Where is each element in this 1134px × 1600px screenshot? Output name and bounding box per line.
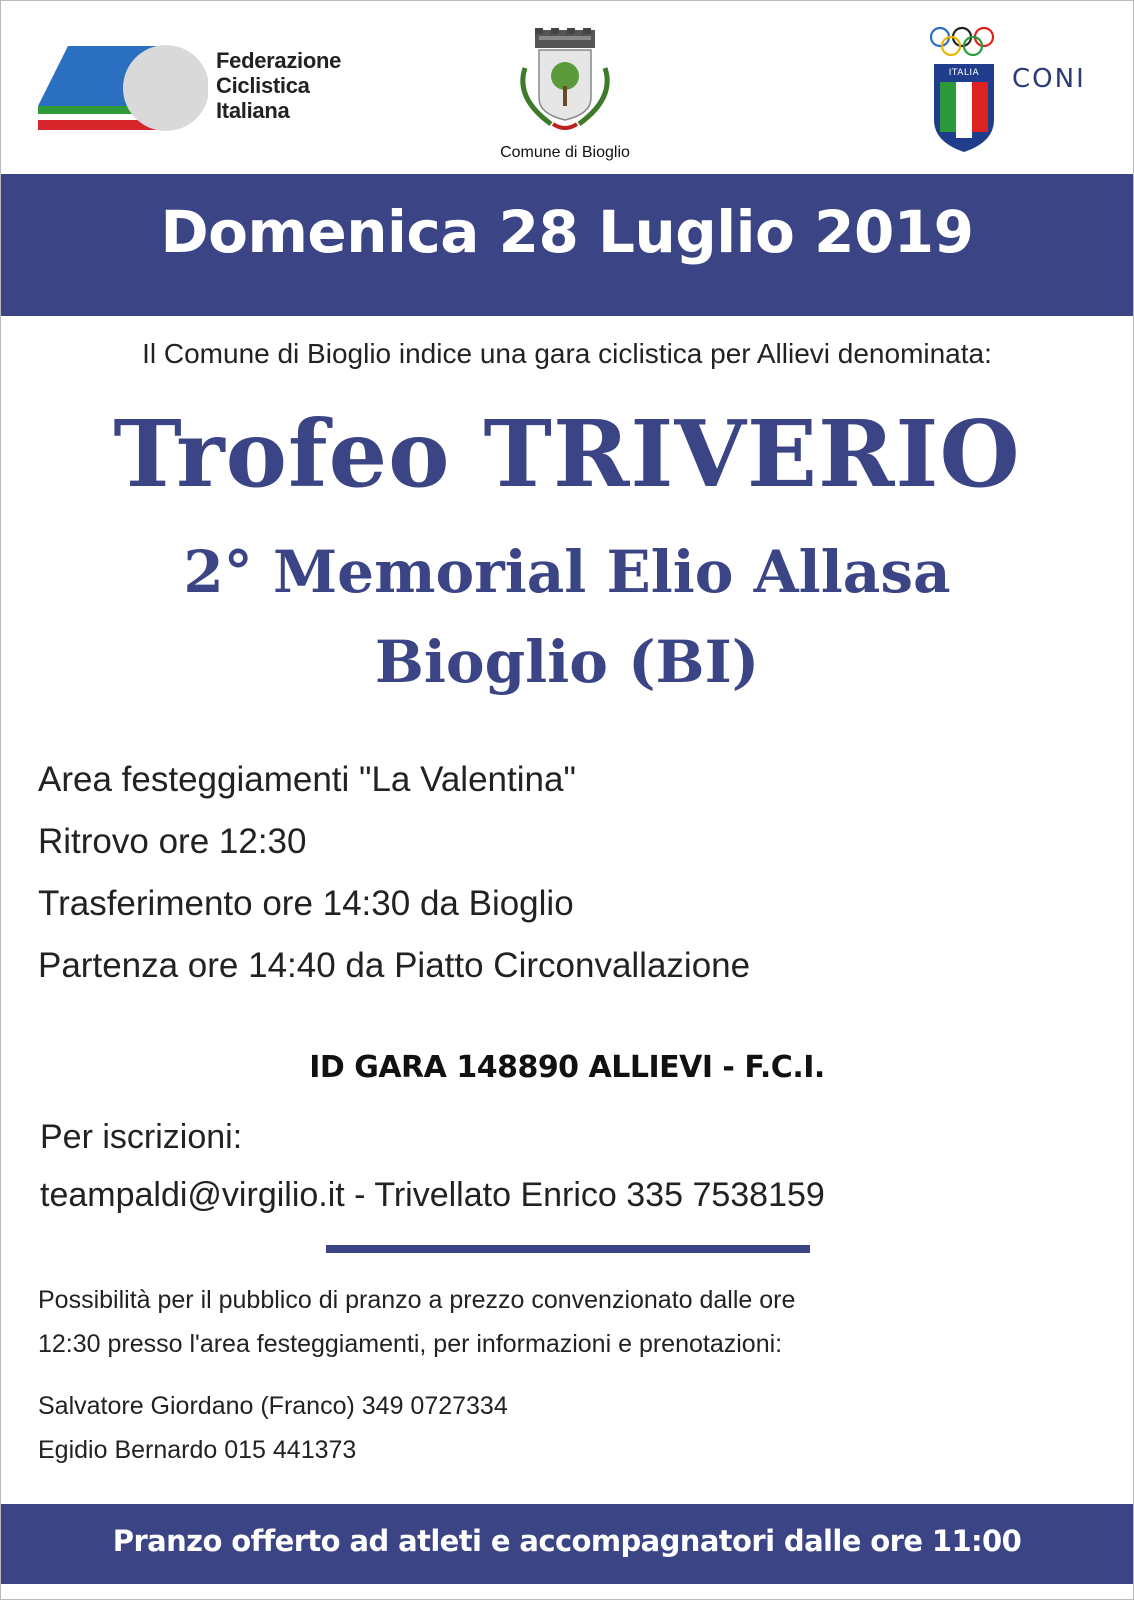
event-subtitle: 2° Memorial Elio Allasa bbox=[183, 538, 951, 606]
fci-line2: Ciclistica bbox=[216, 73, 310, 98]
pranzo-contact2: Egidio Bernardo 015 441373 bbox=[38, 1436, 357, 1464]
lunch-banner-text: Pranzo offerto ad atleti e accompagnatori dalle ore 11:00 bbox=[112, 1524, 1022, 1558]
intro-text: Il Comune di Bioglio indice una gara ciclistica per Allievi denominata: bbox=[142, 338, 992, 369]
comune-logo bbox=[455, 28, 675, 168]
fci-name bbox=[216, 48, 341, 123]
pranzo-line1: Possibilità per il pubblico di pranzo a prezzo convenzionato dalle ore bbox=[38, 1286, 796, 1314]
race-id: ID GARA 148890 ALLIEVI - F.C.I. bbox=[309, 1050, 825, 1085]
olympic-rings-icon bbox=[928, 26, 1008, 56]
coni-logo bbox=[924, 26, 1104, 156]
pranzo-line2: 12:30 presso l'area festeggiamenti, per informazioni e prenotazioni: bbox=[38, 1330, 783, 1358]
event-title: Trofeo TRIVERIO bbox=[113, 400, 1021, 508]
fci-line1: Federazione bbox=[216, 48, 342, 73]
pranzo-contact1: Salvatore Giordano (Franco) 349 0727334 bbox=[38, 1392, 508, 1420]
bioglio-coat-of-arms-icon bbox=[455, 28, 675, 140]
fci-line3: Italiana bbox=[216, 98, 290, 123]
detail-ritrovo: Ritrovo ore 12:30 bbox=[38, 822, 307, 861]
iscrizioni-contact: teampaldi@virgilio.it - Trivellato Enrico 335 7538159 bbox=[40, 1176, 825, 1214]
date-banner bbox=[0, 174, 1134, 316]
event-date: Domenica 28 Luglio 2019 bbox=[160, 198, 974, 266]
lunch-banner bbox=[0, 1504, 1134, 1584]
coni-name: CONI bbox=[1012, 64, 1086, 94]
detail-trasferimento: Trasferimento ore 14:30 da Bioglio bbox=[38, 884, 574, 923]
comune-label: Comune di Bioglio bbox=[500, 144, 630, 161]
detail-partenza: Partenza ore 14:40 da Piatto Circonvallazione bbox=[38, 946, 751, 985]
iscrizioni-label: Per iscrizioni: bbox=[40, 1118, 243, 1156]
coni-badge: ITALIA bbox=[948, 68, 980, 78]
fci-logo-icon bbox=[38, 44, 208, 134]
section-divider bbox=[326, 1245, 810, 1253]
fci-logo bbox=[38, 44, 342, 134]
event-location: Bioglio (BI) bbox=[374, 628, 760, 696]
detail-venue: Area festeggiamenti "La Valentina" bbox=[38, 760, 576, 799]
